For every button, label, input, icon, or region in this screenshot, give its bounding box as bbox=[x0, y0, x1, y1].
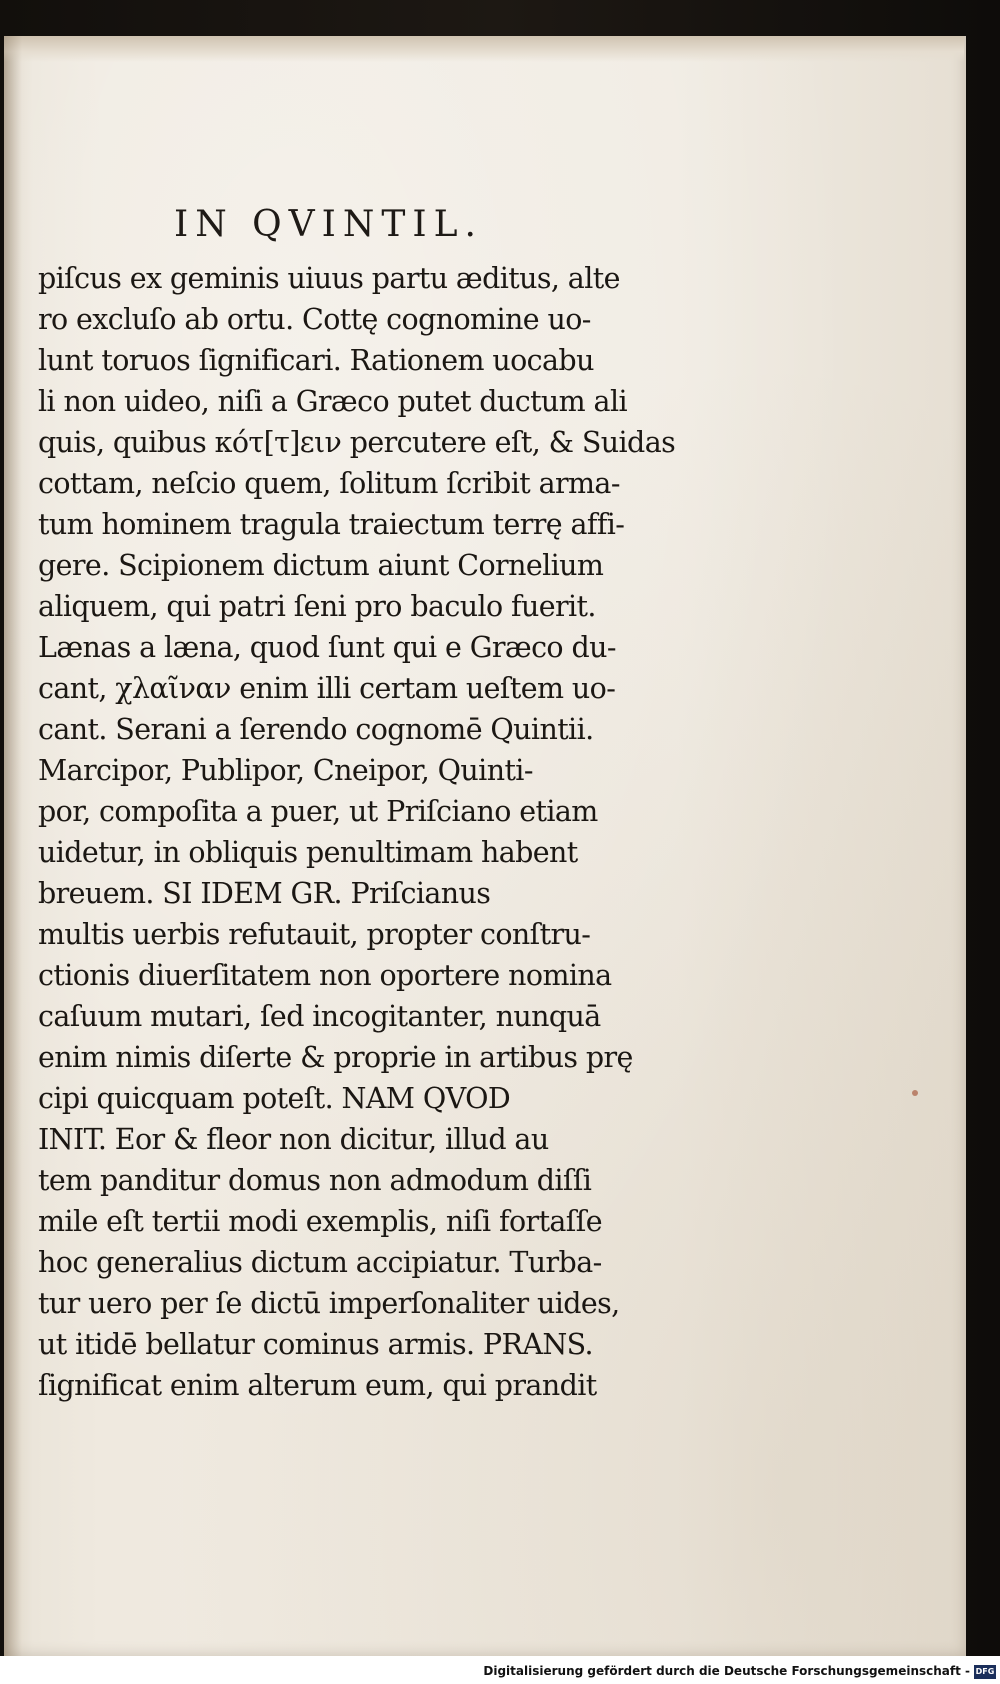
footer-credit: Digitalisierung gefördert durch die Deutsche Forschungsgemeinschaft - bbox=[483, 1664, 970, 1678]
footer-bar bbox=[0, 1656, 1000, 1684]
text-line: quis, quibus κότ[τ]ειν percutere eſt, & Suidas bbox=[38, 426, 676, 459]
text-line: ut itidē bellatur cominus armis. PRANS. bbox=[38, 1328, 594, 1361]
text-line: cant. Serani a ſerendo cognomē Quintii. bbox=[38, 713, 594, 746]
text-line: gere. Scipionem dictum aiunt Cornelium bbox=[38, 549, 604, 582]
text-line: caſuum mutari, ſed incogitanter, nunquā bbox=[38, 1000, 601, 1033]
running-head: IN QVINTIL. bbox=[174, 204, 483, 245]
text-line: mile eſt tertii modi exemplis, niſi fortaſſe bbox=[38, 1205, 602, 1238]
text-line: multis uerbis refutauit, propter conſtru- bbox=[38, 918, 591, 951]
ink-stain bbox=[912, 1090, 918, 1096]
text-line: Marcipor, Publipor, Cneipor, Quinti- bbox=[38, 754, 533, 787]
text-line: lunt toruos ſignificari. Rationem uocabu bbox=[38, 344, 594, 377]
page-top-edge bbox=[4, 36, 964, 62]
text-line: cant, χλαῖναν enim illi certam ueſtem uo- bbox=[38, 672, 616, 705]
text-line: ro excluſo ab ortu. Cottę cognomine uo- bbox=[38, 303, 591, 336]
text-line: uidetur, in obliquis penultimam habent bbox=[38, 836, 578, 869]
text-line: tur uero per ſe dictū imperſonaliter uides, bbox=[38, 1287, 620, 1320]
text-line: ctionis diuerſitatem non oportere nomina bbox=[38, 959, 612, 992]
text-line: cottam, neſcio quem, ſolitum ſcribit arma- bbox=[38, 467, 620, 500]
text-line: li non uideo, niſi a Græco putet ductum ali bbox=[38, 385, 627, 418]
text-line: tem panditur domus non admodum diſſi bbox=[38, 1164, 592, 1197]
text-line: por, compoſita a puer, ut Priſciano etiam bbox=[38, 795, 598, 828]
text-line: cipi quicquam poteſt. NAM QVOD bbox=[38, 1082, 511, 1115]
text-line: Lænas a læna, quod ſunt qui e Græco du- bbox=[38, 631, 616, 664]
text-line: tum hominem tragula traiectum terrę affi- bbox=[38, 508, 625, 541]
text-line: ſignificat enim alterum eum, qui prandit bbox=[38, 1369, 597, 1402]
text-line: INIT. Eor & fleor non dicitur, illud au bbox=[38, 1123, 549, 1156]
text-block bbox=[38, 258, 678, 1406]
book-page bbox=[4, 36, 966, 1656]
text-line: breuem. SI IDEM GR. Priſcianus bbox=[38, 877, 491, 910]
text-line: enim nimis diſerte & proprie in artibus prę bbox=[38, 1041, 633, 1074]
text-line: piſcus ex geminis uiuus partu æditus, alte bbox=[38, 262, 620, 295]
dfg-logo: DFG bbox=[974, 1665, 996, 1679]
page-gutter-shadow bbox=[4, 36, 22, 1656]
text-line: hoc generalius dictum accipiatur. Turba- bbox=[38, 1246, 602, 1279]
text-line: aliquem, qui patri ſeni pro baculo fuerit. bbox=[38, 590, 596, 623]
